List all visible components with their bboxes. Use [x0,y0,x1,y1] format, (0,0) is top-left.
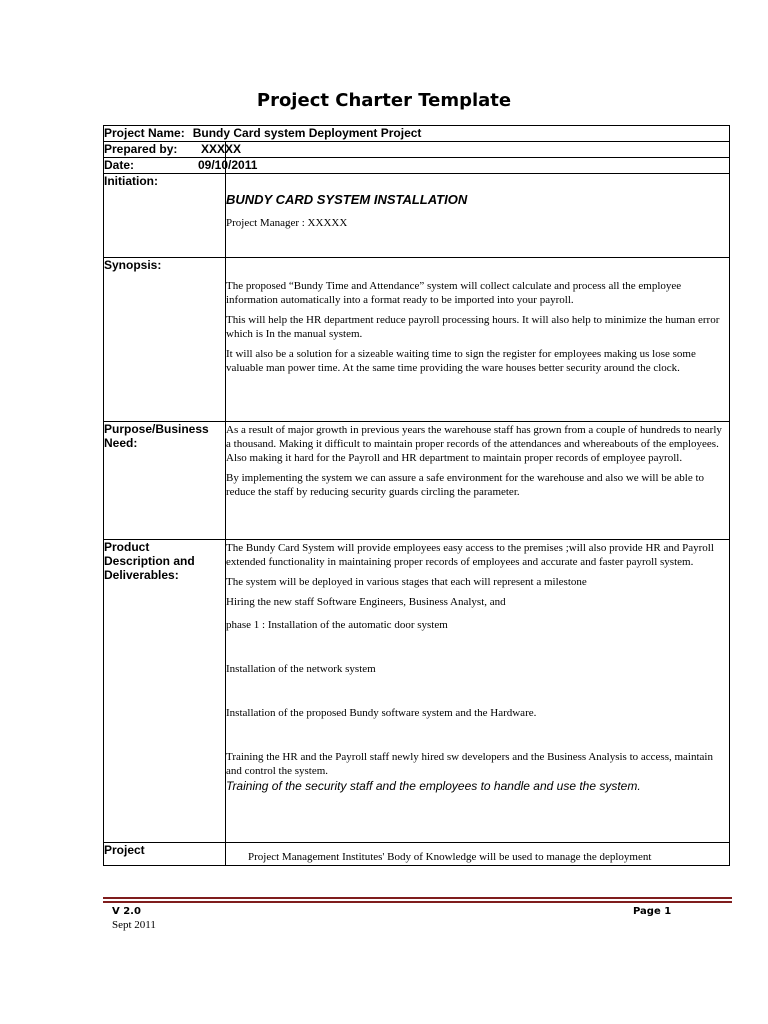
purpose-label-line: Purpose/Business [104,422,209,436]
synopsis-paragraph: The proposed “Bundy Time and Attendance” system will collect calculate and process all the employee information automatically into a format ready to be imported into your payroll. [226,280,682,306]
product-paragraph-italic: Training of the security staff and the employees to handle and use the system. [226,779,641,793]
purpose-paragraph: By implementing the system we can assure a safe environment for the warehouse and also we will be able to reduce the staff by reducing security guards circling the parameter. [226,472,705,498]
product-label [104,540,226,843]
footer-divider [103,897,732,903]
prepared-by-label: Prepared by: [104,142,226,158]
date-value: 09/10/2011 [198,158,258,172]
project-name-value: Bundy Card system Deployment Project [192,126,422,140]
initiation-content [226,174,730,258]
synopsis-paragraph: This will help the HR department reduce payroll processing hours. It will also help to minimize the human error which is In the manual system. [226,314,720,340]
project-label: Project [104,843,226,866]
product-paragraph: The Bundy Card System will provide employees easy access to the premises ;will also provide HR and Payroll extended functionality in maintaining proper records of employees and accurate and faster payroll system. [226,542,714,568]
initiation-label: Initiation: [104,174,226,258]
charter-table [103,125,730,866]
purpose-label-line: Need: [104,436,138,450]
date-row [104,158,730,174]
project-paragraph: Project Management Institutes' Body of Knowledge will be used to manage the deployment [248,851,652,863]
footer-version: V 2.0 [112,906,141,917]
purpose-row [104,422,730,540]
initiation-subtitle: BUNDY CARD SYSTEM INSTALLATION [226,192,468,207]
synopsis-label: Synopsis: [104,258,226,422]
product-content [226,540,730,843]
product-row [104,540,730,843]
product-paragraph: The system will be deployed in various stages that each will represent a milestone [226,576,587,588]
synopsis-paragraph: It will also be a solution for a sizeable waiting time to sign the register for employees making us lose some valuable man power time. At the same time providing the ware houses better security around the clock. [226,348,696,374]
initiation-row [104,174,730,258]
purpose-label [104,422,226,540]
project-row [104,843,730,866]
project-content [226,843,730,866]
synopsis-content [226,258,730,422]
product-paragraph: phase 1 : Installation of the automatic door system [226,619,448,631]
synopsis-row [104,258,730,422]
product-label-line: Product [104,540,150,554]
product-paragraph: Hiring the new staff Software Engineers, Business Analyst, and [226,596,506,608]
product-label-line: Description and [104,554,195,568]
purpose-paragraph: As a result of major growth in previous years the warehouse staff has grown from a couple of hundreds to nearly a thousand. Making it difficult to maintain proper records of the attendances and whereabouts of the employees. Also making it hard for the Payroll and HR department to maintain proper records of employee payroll. [226,424,722,464]
purpose-content [226,422,730,540]
project-manager: Project Manager : XXXXX [226,217,348,229]
date-label: Date: [104,158,226,174]
project-name-label: Project Name: [104,126,185,140]
product-paragraph: Installation of the proposed Bundy software system and the Hardware. [226,707,537,719]
footer-date: Sept 2011 [112,919,156,931]
prepared-by-value: XXXXX [201,142,242,156]
prepared-by-row [104,142,730,158]
product-paragraph: Training the HR and the Payroll staff newly hired sw developers and the Business Analysis to access, maintain and control the system. [226,751,713,777]
product-paragraph: Installation of the network system [226,663,376,675]
footer-page-number: Page 1 [633,906,672,917]
document-title: Project Charter Template [256,90,512,111]
product-label-line: Deliverables: [104,568,179,582]
project-name-row [104,126,730,142]
